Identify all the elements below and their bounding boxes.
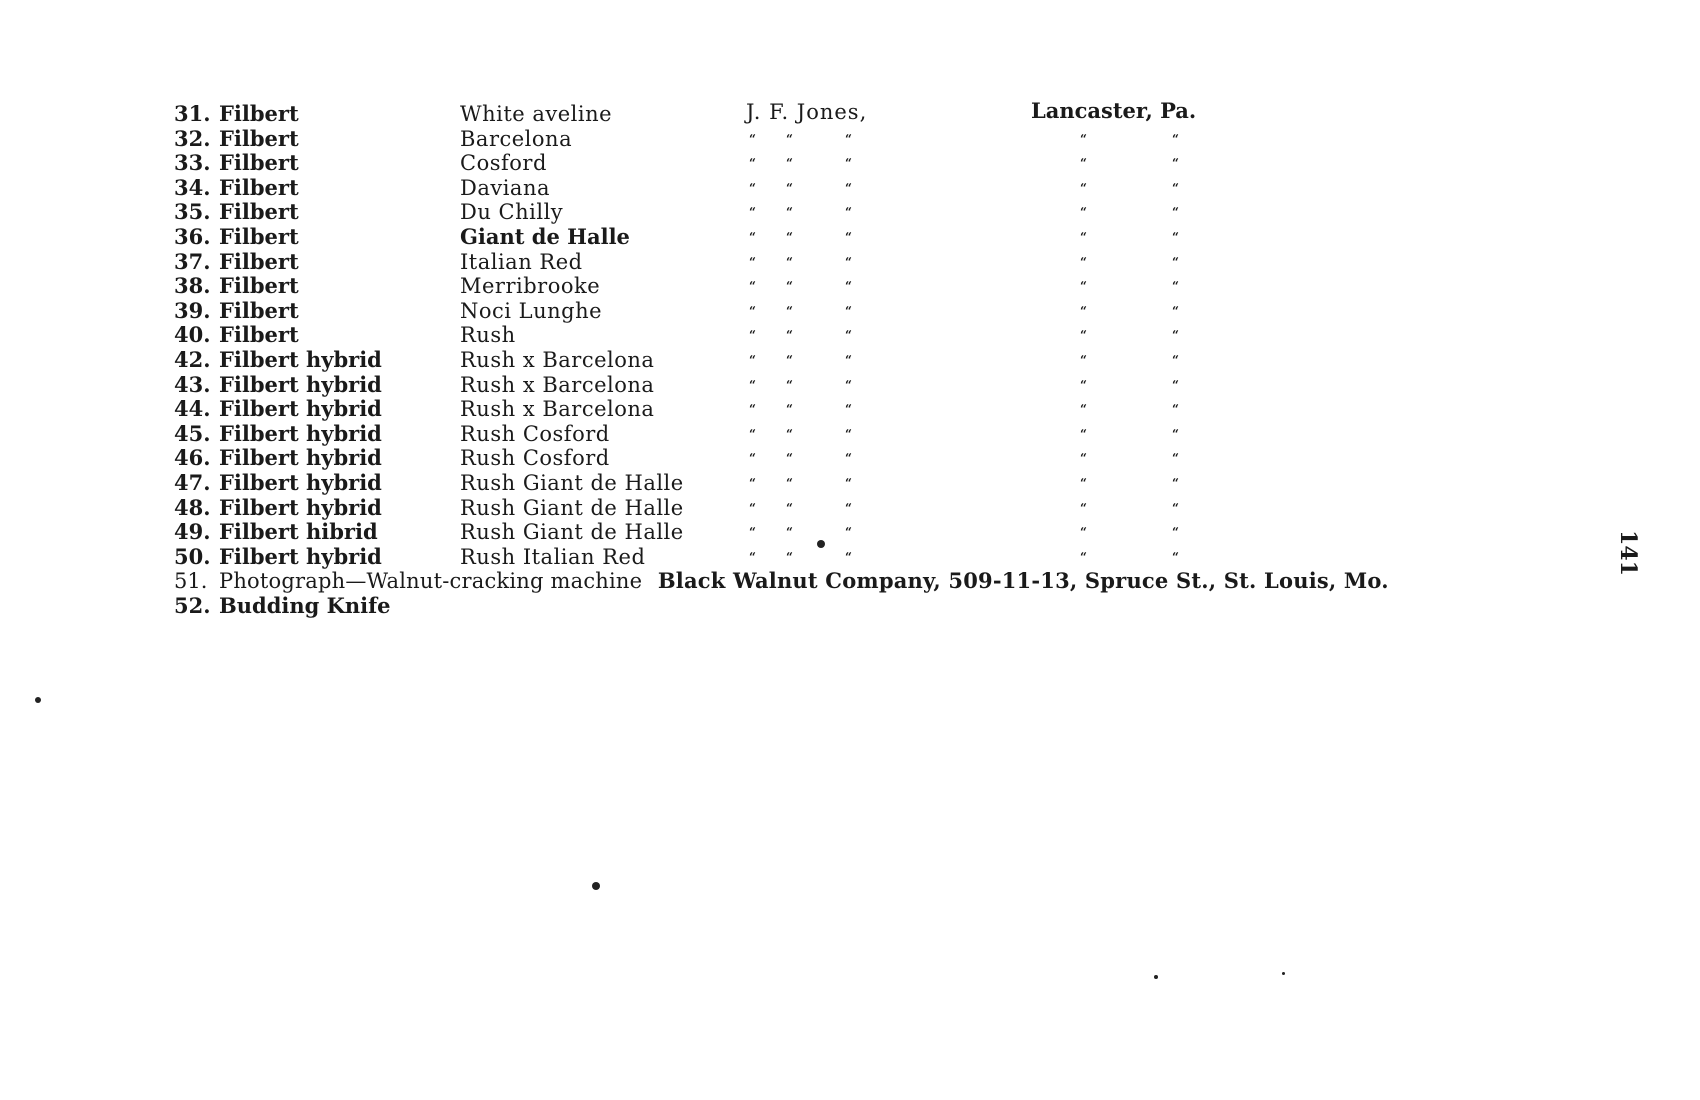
item-number: 46. [174, 445, 211, 471]
ditto-mark: “ [1080, 525, 1087, 540]
item-number: 31. [174, 101, 211, 126]
ditto-mark: “ [1080, 377, 1087, 392]
item-number: 39. [174, 297, 211, 323]
ditto-mark: “ [1172, 279, 1179, 294]
ditto-mark: “ [1172, 303, 1179, 318]
item-variety: Rush Italian Red [460, 544, 646, 569]
ditto-mark: “ [1172, 402, 1179, 417]
ditto-mark: “ [845, 451, 852, 466]
ditto-mark: “ [1172, 229, 1179, 244]
exhibitor-city: Lancaster, Pa. [1031, 98, 1197, 123]
ditto-mark: “ [1172, 180, 1179, 195]
item-number: 45. [174, 420, 211, 446]
ditto-mark: “ [845, 279, 852, 294]
item-variety: Rush Giant de Halle [460, 470, 684, 495]
item-number: 35. [174, 199, 211, 225]
ditto-mark: “ [786, 402, 793, 417]
item-number: 37. [174, 248, 211, 274]
ditto-mark: “ [749, 156, 756, 171]
ditto-mark: “ [1080, 180, 1087, 195]
ditto-mark: “ [786, 180, 793, 195]
item-name: Filbert [219, 174, 299, 200]
ditto-mark: “ [749, 500, 756, 515]
item-number: 36. [174, 223, 211, 249]
ditto-mark: “ [1080, 229, 1087, 244]
item-number: 38. [174, 273, 211, 299]
item-variety: Merribrooke [460, 274, 601, 299]
ditto-mark: “ [845, 525, 852, 540]
item-number: 52. [174, 592, 211, 618]
ditto-mark: “ [786, 279, 793, 294]
ditto-mark: “ [1172, 156, 1179, 171]
ditto-mark: “ [749, 352, 756, 367]
item-name: Filbert hybrid [219, 396, 382, 422]
ditto-mark: “ [749, 402, 756, 417]
ditto-mark: “ [786, 525, 793, 540]
ditto-mark: “ [845, 475, 852, 490]
ditto-mark: “ [786, 229, 793, 244]
item-number: 51. [174, 569, 208, 594]
ditto-mark: “ [749, 303, 756, 318]
ditto-mark: “ [1172, 205, 1179, 220]
item-variety: Cosford [460, 151, 547, 176]
ditto-mark: “ [749, 328, 756, 343]
ditto-mark: “ [845, 500, 852, 515]
item-variety: Rush Cosford [460, 446, 610, 471]
ditto-mark: “ [786, 254, 793, 269]
item-number: 34. [174, 174, 211, 200]
ditto-mark: “ [845, 156, 852, 171]
ditto-mark: “ [1080, 254, 1087, 269]
ditto-mark: “ [1172, 131, 1179, 146]
item-variety: Rush [460, 323, 516, 348]
item-variety: White aveline [460, 102, 613, 126]
ditto-mark: “ [1080, 426, 1087, 441]
item-variety: Rush Giant de Halle [460, 495, 684, 520]
ditto-mark: “ [749, 426, 756, 441]
ditto-mark: “ [786, 352, 793, 367]
item-variety: Daviana [460, 175, 551, 200]
ditto-mark: “ [845, 426, 852, 441]
item-variety: Barcelona [460, 126, 573, 151]
ditto-mark: “ [1172, 451, 1179, 466]
ditto-mark: “ [1172, 328, 1179, 343]
ditto-mark: “ [749, 279, 756, 294]
item-variety: Du Chilly [460, 200, 564, 225]
item-number: 50. [174, 543, 211, 569]
item-name: Filbert hybrid [219, 494, 382, 520]
item-variety: Rush x Barcelona [460, 397, 655, 422]
item-name: Budding Knife [219, 592, 391, 618]
item-name: Filbert [219, 125, 299, 151]
ditto-mark: “ [1172, 525, 1179, 540]
item-name: Filbert [219, 101, 299, 126]
item-name: Filbert hybrid [219, 469, 382, 495]
ditto-mark: “ [786, 500, 793, 515]
ditto-mark: “ [786, 426, 793, 441]
item-name: Filbert hybrid [219, 420, 382, 446]
ditto-mark: “ [749, 131, 756, 146]
item-variety: Giant de Halle [460, 223, 630, 249]
ditto-mark: “ [786, 475, 793, 490]
ditto-mark: “ [786, 328, 793, 343]
ditto-mark: “ [1172, 500, 1179, 515]
item-variety: Rush Cosford [460, 421, 610, 446]
photograph-source: Black Walnut Company, 509-11-13, Spruce St., St. Louis, Mo. [657, 568, 1389, 594]
ditto-mark: “ [1080, 475, 1087, 490]
ditto-mark: “ [845, 328, 852, 343]
ditto-mark: “ [786, 377, 793, 392]
ink-speck [592, 882, 600, 890]
ditto-mark: “ [786, 156, 793, 171]
item-number: 42. [174, 346, 211, 372]
ditto-mark: “ [1172, 475, 1179, 490]
item-variety: Rush x Barcelona [460, 372, 655, 397]
ditto-mark: “ [1080, 279, 1087, 294]
item-description [219, 569, 1389, 594]
item-name: Filbert [219, 273, 299, 299]
ditto-mark: “ [1080, 131, 1087, 146]
ditto-mark: “ [845, 402, 852, 417]
item-number: 44. [174, 396, 211, 422]
exhibitor-name: J. F. Jones, [746, 100, 868, 124]
ditto-mark: “ [845, 229, 852, 244]
item-name: Filbert [219, 322, 299, 348]
item-number: 47. [174, 469, 211, 495]
ditto-mark: “ [786, 131, 793, 146]
page-number: 141 [1614, 530, 1641, 576]
ditto-mark: “ [845, 352, 852, 367]
ditto-mark: “ [1172, 549, 1179, 564]
ditto-mark: “ [1080, 352, 1087, 367]
ditto-mark: “ [1080, 451, 1087, 466]
ink-speck [35, 697, 41, 703]
ditto-mark: “ [749, 180, 756, 195]
item-name: Filbert hybrid [219, 543, 382, 569]
ditto-mark: “ [845, 377, 852, 392]
ditto-mark: “ [1172, 352, 1179, 367]
ditto-mark: “ [1080, 402, 1087, 417]
ditto-mark: “ [845, 549, 852, 564]
ditto-mark: “ [786, 303, 793, 318]
ditto-mark: “ [749, 451, 756, 466]
ditto-mark: “ [1080, 156, 1087, 171]
item-variety: Rush x Barcelona [460, 347, 655, 372]
ditto-mark: “ [786, 451, 793, 466]
item-variety: Rush Giant de Halle [460, 520, 684, 545]
item-number: 43. [174, 371, 211, 397]
ditto-mark: “ [749, 475, 756, 490]
ditto-mark: “ [845, 205, 852, 220]
ditto-mark: “ [1080, 549, 1087, 564]
item-name: Filbert [219, 297, 299, 323]
ditto-mark: “ [1080, 328, 1087, 343]
ditto-mark: “ [786, 549, 793, 564]
ink-speck [1282, 972, 1285, 975]
photograph-title: Photograph—Walnut-cracking machine [219, 569, 643, 594]
ditto-mark: “ [1172, 426, 1179, 441]
ink-speck [1154, 975, 1158, 979]
item-name: Filbert hybrid [219, 371, 382, 397]
item-number: 49. [174, 519, 211, 545]
ink-speck [817, 540, 825, 548]
ditto-mark: “ [749, 549, 756, 564]
item-name: Filbert [219, 150, 299, 176]
ditto-mark: “ [749, 229, 756, 244]
item-variety: Noci Lunghe [460, 298, 603, 323]
item-number: 32. [174, 125, 211, 151]
ditto-mark: “ [786, 205, 793, 220]
item-name: Filbert [219, 199, 299, 225]
ditto-mark: “ [749, 205, 756, 220]
ditto-mark: “ [1080, 205, 1087, 220]
ditto-mark: “ [1080, 500, 1087, 515]
item-number: 33. [174, 150, 211, 176]
item-name: Filbert [219, 223, 299, 249]
ditto-mark: “ [1172, 377, 1179, 392]
item-number: 48. [174, 494, 211, 520]
ditto-mark: “ [1172, 254, 1179, 269]
ditto-mark: “ [749, 525, 756, 540]
item-number: 40. [174, 322, 211, 348]
item-variety: Italian Red [460, 249, 583, 274]
ditto-mark: “ [749, 254, 756, 269]
ditto-mark: “ [845, 180, 852, 195]
item-name: Filbert hybrid [219, 445, 382, 471]
item-name: Filbert [219, 248, 299, 274]
ditto-mark: “ [1080, 303, 1087, 318]
ditto-mark: “ [845, 254, 852, 269]
ditto-mark: “ [845, 303, 852, 318]
ditto-mark: “ [845, 131, 852, 146]
ditto-mark: “ [749, 377, 756, 392]
item-name: Filbert hybrid [219, 346, 382, 372]
item-name: Filbert hibrid [219, 519, 378, 545]
